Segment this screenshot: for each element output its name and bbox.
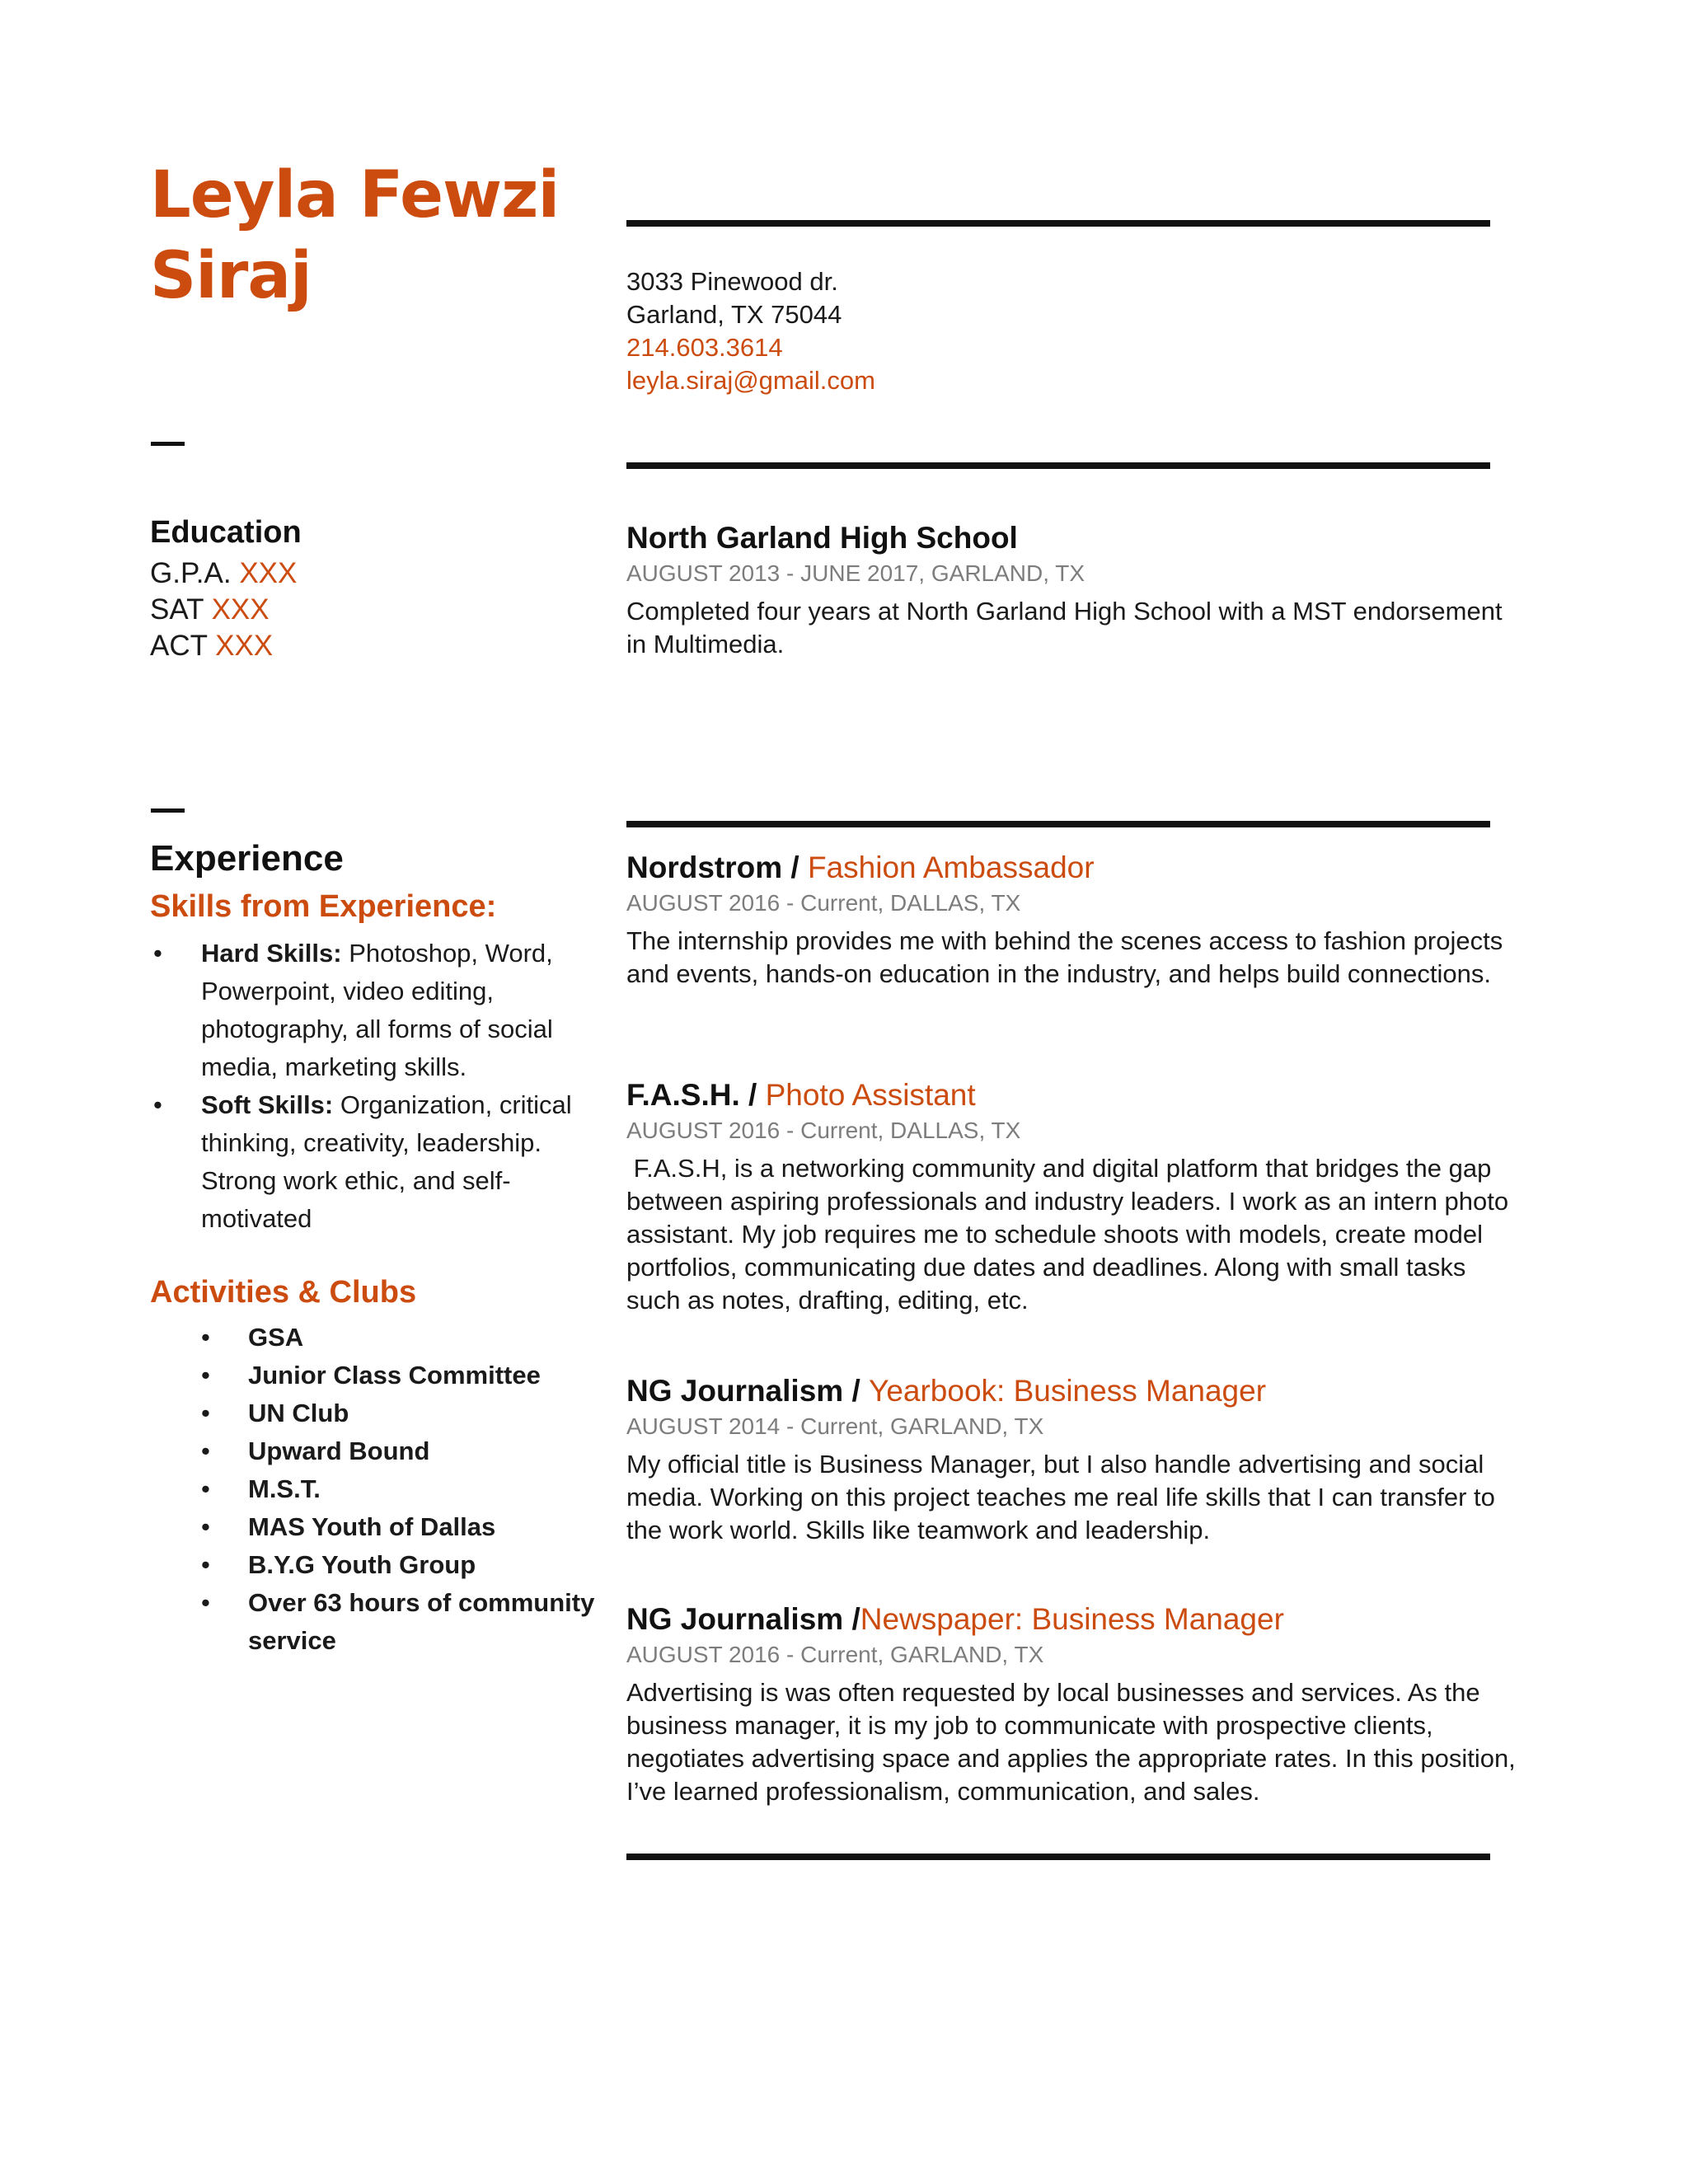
job-dates: AUGUST 2014 - Current, GARLAND, TX — [626, 1413, 1044, 1439]
job-title: NG Journalism /Newspaper: Business Manager — [626, 1602, 1284, 1636]
education-entry — [626, 519, 1517, 661]
education-heading: Education — [150, 515, 302, 550]
job-description: My official title is Business Manager, but I also handle advertising and social media. Working on this project teaches me real life skills that I can transfer to the work world. Skills like teamwork and leadership. — [626, 1450, 1495, 1544]
job-description: Advertising is was often requested by local businesses and services. As the business manager, it is my job to communicate with prospective clients, negotiates advertising space and applies the appropriate rates. In this position, I’ve learned professionalism, communication, and sales. — [626, 1678, 1516, 1806]
list-item: • UN Club — [201, 1399, 349, 1427]
school-description: Completed four years at North Garland High School with a MST endorsement in Multimedia. — [626, 597, 1503, 658]
divider-bottom — [626, 1854, 1490, 1860]
education-section — [150, 511, 302, 664]
skill-text: Photoshop, Word, Powerpoint, video editing, photography, all forms of social media, marketing skills. — [201, 939, 553, 1081]
experience-heading: Experience — [150, 838, 344, 879]
name-line-1: Leyla Fewzi — [150, 158, 560, 232]
job-description: The internship provides me with behind the scenes access to fashion projects and events, hands-on education in the industry, and helps build connections. — [626, 926, 1503, 988]
school-name: North Garland High School — [626, 521, 1018, 555]
gpa-value: XXX — [239, 557, 298, 589]
divider-education — [626, 821, 1490, 827]
school-dates: AUGUST 2013 - JUNE 2017, GARLAND, TX — [626, 560, 1085, 586]
contact-city: Garland, TX 75044 — [626, 300, 842, 329]
list-item: • B.Y.G Youth Group — [201, 1550, 476, 1579]
gpa-line — [150, 555, 302, 592]
name-line-2: Siraj — [150, 239, 312, 313]
contact-block — [626, 265, 875, 397]
sat-value: XXX — [211, 593, 270, 626]
contact-street: 3033 Pinewood dr. — [626, 267, 838, 296]
list-item: • MAS Youth of Dallas — [201, 1512, 496, 1541]
divider-contact — [626, 462, 1490, 469]
job-title: Nordstrom / Fashion Ambassador — [626, 851, 1095, 884]
list-item: • Over 63 hours of community service — [201, 1588, 595, 1655]
test-scores — [150, 555, 302, 664]
job-description: F.A.S.H, is a networking community and digital platform that bridges the gap between aspiring professionals and industry leaders. I work as an intern photo assistant. My job requires me to schedule shoots with models, create model portfolios, communicating due dates and deadlines. Along with small tasks such as notes, drafting, editing, etc. — [626, 1154, 1516, 1315]
job-title: NG Journalism / Yearbook: Business Manager — [626, 1374, 1267, 1408]
skill-text: Organization, critical thinking, creativity, leadership. Strong work ethic, and self-motivated — [201, 1090, 572, 1233]
skill-label: Hard Skills: — [201, 939, 342, 968]
act-label: ACT — [150, 630, 208, 662]
section-dash-education — [151, 442, 185, 446]
act-line — [150, 628, 302, 664]
skills-heading: Skills from Experience: — [150, 889, 497, 924]
skill-item-soft: • Soft Skills: Organization, critical thinking, creativity, leadership. Strong work ethic, and self-motivated — [153, 1090, 572, 1233]
activities-heading: Activities & Clubs — [150, 1275, 417, 1310]
contact-email[interactable]: leyla.siraj@gmail.com — [626, 366, 875, 395]
job-entry-yearbook — [626, 1372, 1517, 1547]
list-item: • Upward Bound — [201, 1436, 430, 1465]
job-entry-newspaper — [626, 1601, 1517, 1808]
job-dates: AUGUST 2016 - Current, GARLAND, TX — [626, 1642, 1044, 1667]
job-entry-nordstrom — [626, 849, 1517, 991]
activities-list — [150, 1319, 603, 1660]
job-entry-fash — [626, 1076, 1517, 1317]
act-value: XXX — [215, 630, 274, 662]
list-item: • GSA — [201, 1323, 304, 1352]
sat-line — [150, 592, 302, 628]
gpa-label: G.P.A. — [150, 557, 232, 589]
skill-item-hard: • Hard Skills: Photoshop, Word, Powerpoint, video editing, photography, all forms of social media, marketing skills. — [153, 939, 553, 1081]
sat-label: SAT — [150, 593, 204, 626]
experience-sidebar — [150, 834, 603, 1660]
job-dates: AUGUST 2016 - Current, DALLAS, TX — [626, 1118, 1021, 1143]
contact-phone[interactable]: 214.603.3614 — [626, 333, 783, 362]
job-title: F.A.S.H. / Photo Assistant — [626, 1078, 976, 1112]
divider-top — [626, 220, 1490, 227]
skill-label: Soft Skills: — [201, 1090, 334, 1119]
section-dash-experience — [151, 808, 185, 813]
list-item: • Junior Class Committee — [201, 1361, 541, 1390]
skills-list — [150, 935, 603, 1238]
candidate-name — [150, 155, 579, 316]
list-item: • M.S.T. — [201, 1474, 321, 1503]
job-dates: AUGUST 2016 - Current, DALLAS, TX — [626, 890, 1021, 916]
